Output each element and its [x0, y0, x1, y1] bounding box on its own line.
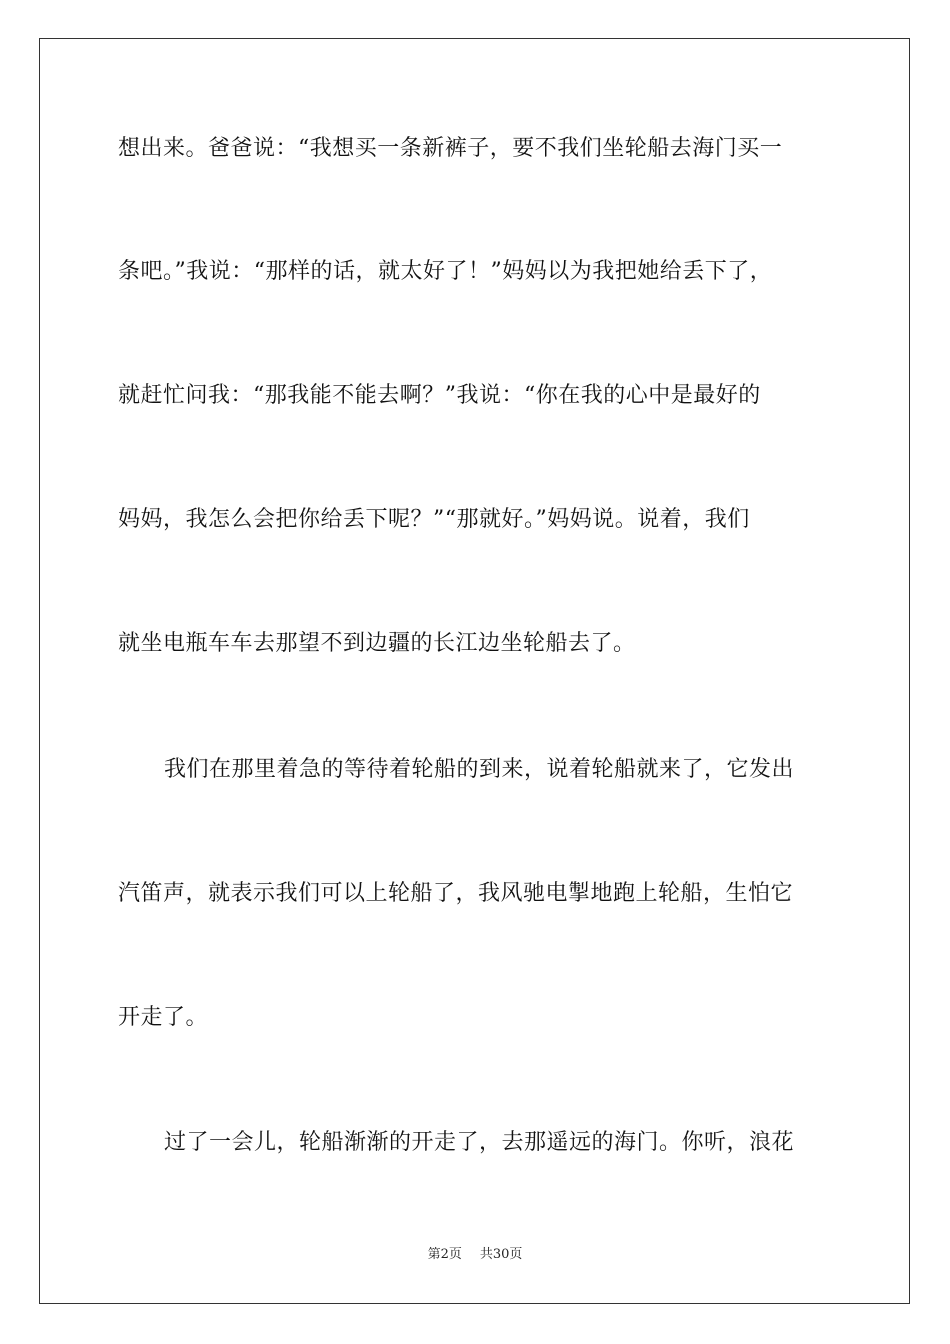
body-line-9-paragraph-start: 过了一会儿，轮船渐渐的开走了，去那遥远的海门。你听，浪花	[164, 1130, 795, 1155]
page-total: 共30页	[479, 1247, 523, 1262]
body-line-4: 妈妈，我怎么会把你给丢下呢？”“那就好。”妈妈说。说着，我们	[118, 507, 750, 532]
body-line-1: 想出来。爸爸说：“我想买一条新裤子，要不我们坐轮船去海门买一	[118, 136, 783, 161]
body-line-6-paragraph-start: 我们在那里着急的等待着轮船的到来，说着轮船就来了，它发出	[164, 757, 795, 782]
page-frame	[39, 38, 910, 1304]
page-footer	[0, 1246, 950, 1264]
page-number: 第2页	[427, 1247, 462, 1262]
body-line-3: 就赶忙问我：“那我能不能去啊？”我说：“你在我的心中是最好的	[118, 383, 761, 408]
body-line-5: 就坐电瓶车车去那望不到边疆的长江边坐轮船去了。	[118, 631, 636, 656]
body-line-7: 汽笛声，就表示我们可以上轮船了，我风驰电掣地跑上轮船，生怕它	[118, 881, 794, 906]
body-line-8: 开走了。	[118, 1005, 209, 1030]
body-line-2: 条吧。”我说：“那样的话，就太好了！”妈妈以为我把她给丢下了，	[118, 259, 773, 284]
